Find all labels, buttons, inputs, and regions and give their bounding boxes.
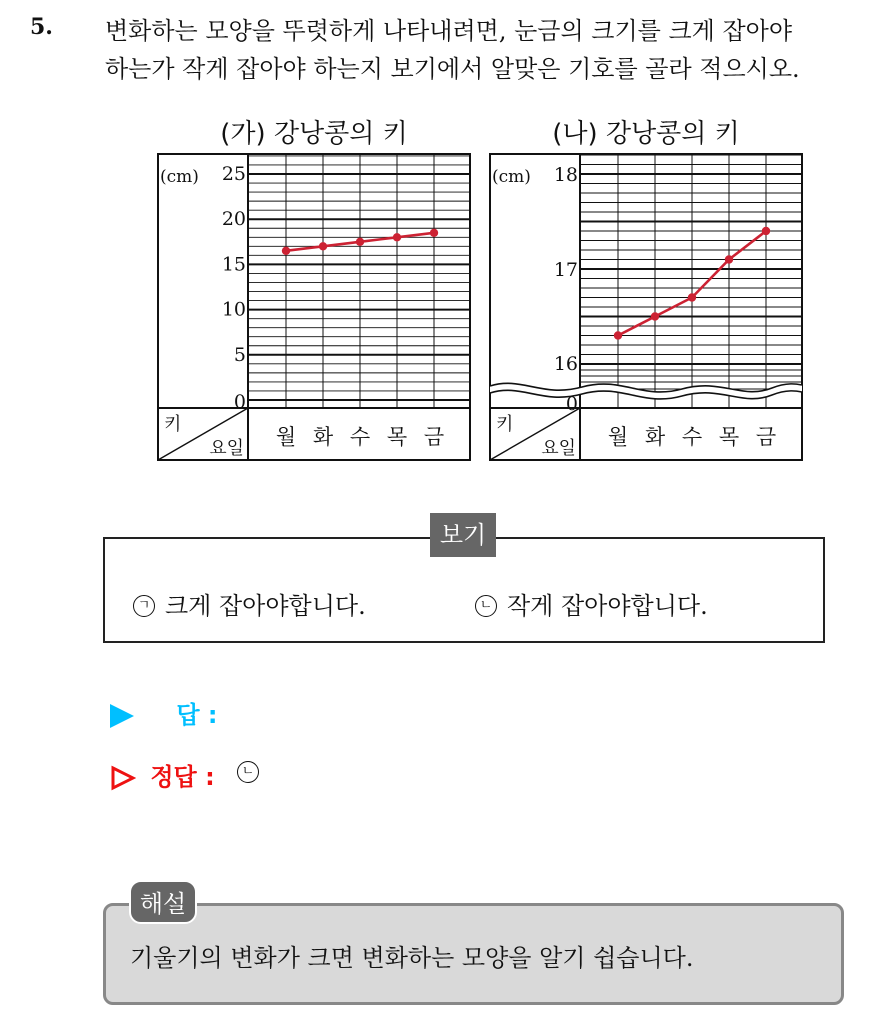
- x-tick-label: 화: [644, 425, 666, 449]
- y-tick-label: 25: [221, 163, 246, 185]
- y-tick-label: 18: [553, 164, 578, 186]
- y-tick-label: 10: [221, 298, 246, 321]
- option-1-mark: ㄱ: [133, 595, 155, 617]
- x-tick-label: 목: [386, 425, 408, 449]
- y-tick-label: 15: [221, 253, 246, 276]
- x-tick-label: 수: [349, 425, 371, 449]
- data-point: [356, 238, 364, 246]
- answer-row: [110, 695, 218, 730]
- x-tick-label: 월: [607, 425, 629, 449]
- hollow-arrow-icon: [110, 765, 136, 791]
- y-tick-label: 16: [553, 353, 578, 375]
- x-tick-label: 화: [312, 425, 334, 449]
- corner-label-top: 키: [164, 414, 182, 435]
- chart-ga: [150, 108, 480, 468]
- explanation-tag: 해설: [129, 880, 197, 924]
- bogi-tag: 보기: [430, 513, 496, 557]
- y-tick-label: 17: [553, 259, 578, 281]
- explanation-text: 기울기의 변화가 크면 변화하는 모양을 알기 쉽습니다.: [130, 944, 694, 972]
- option-2-text: 작게 잡아야합니다.: [507, 592, 708, 620]
- data-point: [688, 293, 696, 301]
- y-tick-label: 0: [565, 393, 578, 415]
- chart-title: (가) 강낭콩의 키: [220, 119, 408, 149]
- data-point: [725, 255, 733, 263]
- correct-answer-mark: ㄴ: [237, 761, 259, 783]
- corner-label-bottom: 요일: [541, 438, 576, 459]
- question-number: 5.: [30, 14, 53, 40]
- chart-title: (나) 강낭콩의 키: [552, 119, 740, 149]
- bogi-option-1: [133, 586, 366, 621]
- option-1-text: 크게 잡아야합니다.: [165, 592, 366, 620]
- data-point: [614, 331, 622, 339]
- x-tick-label: 목: [718, 425, 740, 449]
- y-tick-label: 0: [233, 391, 246, 413]
- chart-na: [482, 108, 812, 468]
- data-point: [430, 229, 438, 237]
- chart-frame: [158, 154, 470, 460]
- data-point: [393, 233, 401, 241]
- unit-label: (cm): [492, 167, 531, 187]
- corner-label-top: 키: [496, 414, 514, 435]
- data-point: [651, 312, 659, 320]
- unit-label: (cm): [160, 167, 199, 187]
- question-text: [105, 12, 875, 88]
- x-tick-label: 금: [423, 425, 445, 449]
- data-point: [319, 242, 327, 250]
- x-tick-label: 수: [681, 425, 703, 449]
- correct-answer-value: [237, 760, 259, 783]
- corner-label-bottom: 요일: [209, 438, 244, 459]
- option-2-mark: ㄴ: [475, 595, 497, 617]
- data-point: [762, 227, 770, 235]
- play-arrow-icon: [110, 704, 134, 728]
- question-line-1: 변화하는 모양을 뚜렷하게 나타내려면, 눈금의 크기를 크게 잡아야: [105, 17, 792, 45]
- answer-label: 답 :: [176, 701, 218, 729]
- x-tick-label: 금: [755, 425, 777, 449]
- correct-answer-row: [110, 757, 215, 792]
- data-point: [282, 247, 290, 255]
- y-tick-label: 20: [221, 208, 246, 231]
- correct-answer-label: 정답 :: [150, 763, 215, 791]
- y-tick-label: 5: [233, 343, 246, 366]
- x-tick-label: 월: [275, 425, 297, 449]
- bogi-option-2: [475, 586, 708, 621]
- question-line-2: 하는가 작게 잡아야 하는지 보기에서 알맞은 기호를 골라 적으시오.: [105, 55, 800, 83]
